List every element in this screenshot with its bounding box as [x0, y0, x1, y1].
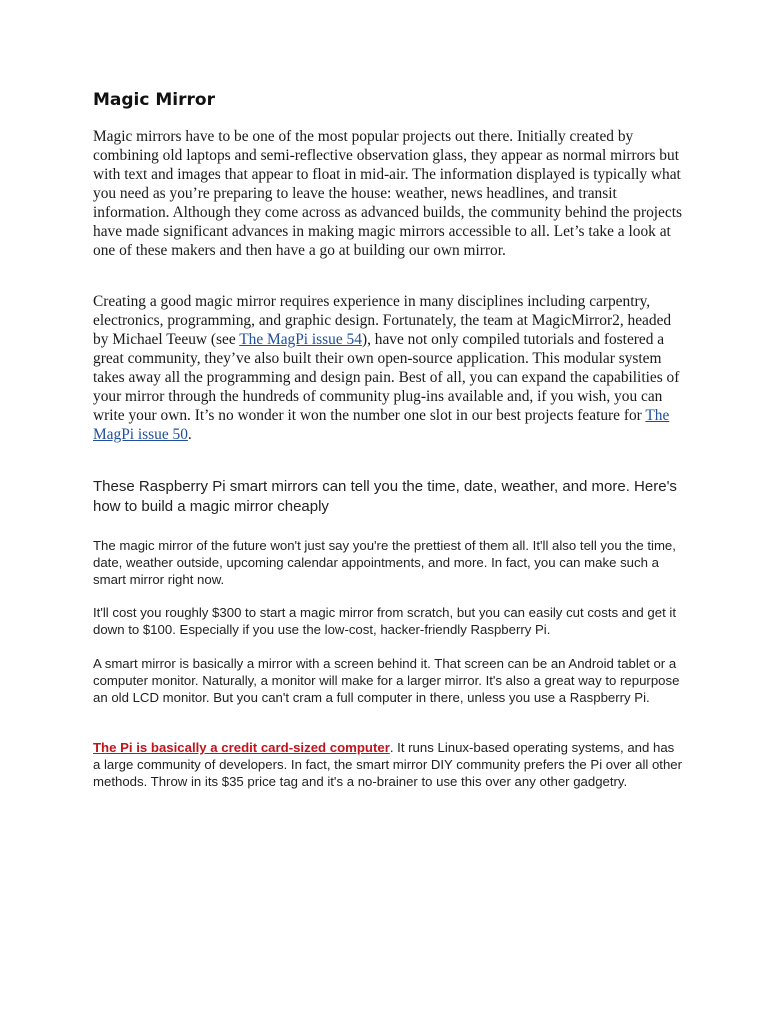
paragraph-text: Creating a good magic mirror requires experience in many disciplines including carpentry, electronics, programming, and graphic design. Fortunately, the team at MagicMirror2, headed by Michael Teeuw (see	[93, 293, 672, 348]
magpi-issue-50-link[interactable]: The MagPi issue 50	[93, 407, 670, 443]
document-title: Magic Mirror	[93, 90, 215, 110]
paragraph-text: ), have not only compiled tutorials and fostered a great community, they’ve also built their own open-source application. This modular system takes away all the programming and design pain. Best of all, you can expand the capabilities of your mirror through the hundreds of community plug-ins available and, if you wish, you can write your own. It’s no wonder it won the number one slot in our best projects feature for	[93, 331, 680, 424]
credit-card-computer-link[interactable]: The Pi is basically a credit card-sized computer	[93, 740, 390, 755]
cost-paragraph: It'll cost you roughly $300 to start a magic mirror from scratch, but you can easily cut costs and get it down to $100. Especially if you use the low-cost, hacker-friendly Raspberry Pi.	[93, 605, 677, 637]
future-mirror-paragraph: The magic mirror of the future won't just say you're the prettiest of them all. It'll also tell you the time, date, weather outside, upcoming calendar appointments, and more. In fact, you can make such a smart mirror right now.	[93, 538, 676, 587]
smart-mirror-paragraph: A smart mirror is basically a mirror with a screen behind it. That screen can be an Android tablet or a computer monitor. Naturally, a monitor will make for a larger mirror. It's also a great way to repurpose an old LCD monitor. But you can't cram a full computer in there, unless you use a Raspberry Pi.	[93, 656, 680, 705]
magicmirror2-paragraph	[93, 292, 683, 444]
paragraph-text: . It runs Linux-based operating systems, and has a large community of developers. In fact, the smart mirror DIY community prefers the Pi over all other methods. Throw in its $35 price tag and it's a no-brainer to use this over any other gadgetry.	[93, 740, 683, 789]
raspberry-pi-paragraph	[93, 739, 683, 790]
lead-paragraph: These Raspberry Pi smart mirrors can tell you the time, date, weather, and more. Here's how to build a magic mirror cheaply	[93, 478, 677, 515]
paragraph-text: .	[187, 426, 192, 443]
intro-paragraph: Magic mirrors have to be one of the most popular projects out there. Initially created by combining old laptops and semi-reflective observation glass, they appear as normal mirrors but with text and images that appear to float in mid-air. The information displayed is typically what you need as you’re preparing to leave the house: weather, news headlines, and transit information. Although they come across as advanced builds, the community behind the projects have made significant advances in making magic mirrors accessible to all. Let’s take a look at one of these makers and then have a go at building our own mirror.	[93, 128, 682, 259]
magpi-issue-54-link[interactable]: The MagPi issue 54	[239, 331, 362, 348]
